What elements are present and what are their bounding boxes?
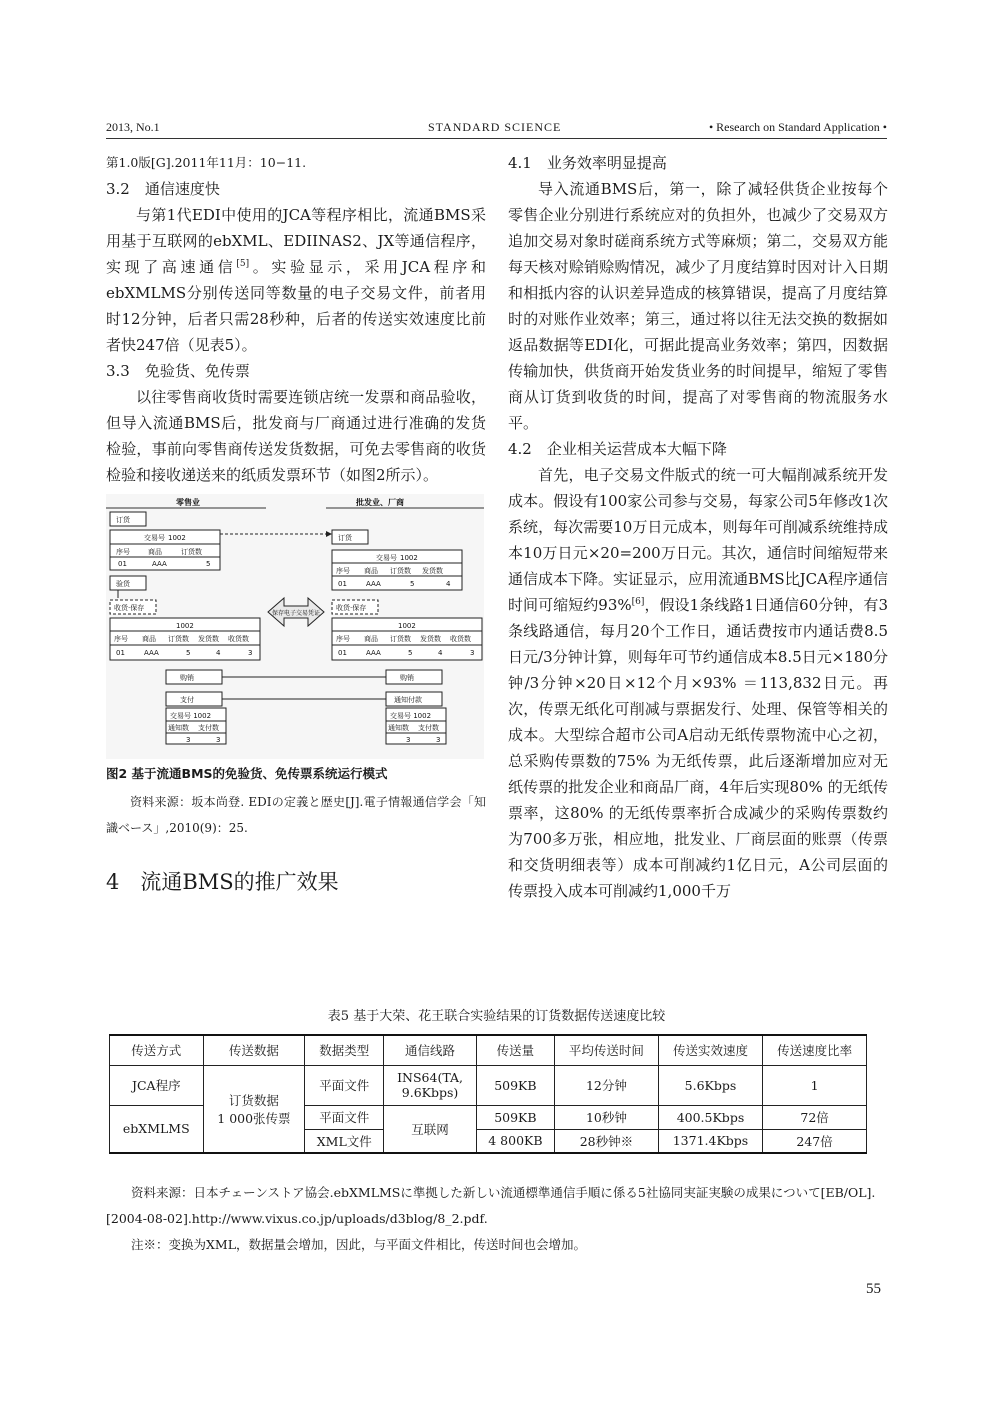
fig-r-h1-a: 序号	[336, 567, 350, 575]
fig-r-r2-e: 3	[470, 649, 475, 657]
fig-r-receive: 收货·保存	[336, 604, 367, 612]
fig-l-r2-e: 3	[248, 649, 253, 657]
section-4-2-title: 4.2 企业相关运营成本大幅下降	[508, 440, 727, 458]
fig-l-r2-a: 01	[116, 649, 125, 657]
cell-method: ebXMLMS	[110, 1105, 204, 1153]
fig-r-r2-c: 5	[408, 649, 413, 657]
section-3-2-title: 3.2 通信速度快	[106, 180, 220, 198]
fig-r-h2-d: 发货数	[420, 635, 441, 643]
cell-volume: 4 800KB	[476, 1129, 554, 1153]
fig-l-payh-b: 支付数	[198, 724, 219, 732]
fig-r-payr-b: 3	[436, 736, 441, 744]
fig-l-h1-c: 订货数	[181, 548, 202, 556]
fig-r-h2-e: 收货数	[450, 635, 471, 643]
fig-r-h1-c: 订货数	[390, 567, 411, 575]
figure-2-caption: 图2 基于流通BMS的免验货、免传票系统运行模式	[106, 766, 388, 781]
cell-speed: 400.5Kbps	[658, 1105, 762, 1129]
fig-r-notify: 通知付款	[394, 696, 422, 704]
fig-middle-label: 保存电子交易凭证	[272, 610, 321, 617]
th-volume: 传送量	[476, 1035, 554, 1065]
fig-l-payr-b: 3	[216, 736, 221, 744]
table-notes	[106, 1180, 887, 1258]
fig-r-r1-b: AAA	[366, 580, 381, 588]
cell-ratio: 247倍	[763, 1129, 867, 1153]
fig-l-h2-c: 订货数	[168, 635, 189, 643]
fig-l-receive: 收货·保存	[114, 604, 145, 612]
cell-volume: 509KB	[476, 1065, 554, 1105]
th-data: 传送数据	[203, 1035, 305, 1065]
journal-issue: 2013, No.1	[106, 120, 160, 134]
fig-l-r2-c: 5	[186, 649, 191, 657]
section-3-3-body: 以往零售商收货时需要连锁店统一发票和商品验收，但导入流通BMS后，批发商与厂商通过进行准确的发货检验，事前向零售商传送发货数据，可免去零售商的收货检验和接收递送来的纸质发票环节（如图2所示）。	[106, 388, 486, 484]
table-5-title: 表5 基于大荣、花王联合实验结果的订货数据传送速度比较	[327, 1009, 666, 1024]
th-type: 数据类型	[305, 1035, 384, 1065]
fig-left-head: 零售业	[176, 498, 200, 507]
fig-r-r2-a: 01	[338, 649, 347, 657]
cell-type: 平面文件	[305, 1065, 384, 1105]
fig-l-r1-b: AAA	[152, 560, 167, 568]
section-4-heading: 4 流通BMS的推广效果	[106, 870, 339, 894]
fig-r-order: 订货	[338, 534, 352, 542]
fig-r-r1-a: 01	[338, 580, 347, 588]
section-3-3-title: 3.3 免验货、免传票	[106, 362, 250, 380]
fig-r-h1-d: 发货数	[422, 567, 443, 575]
fig-r-r1-d: 4	[446, 580, 451, 588]
fig-l-order: 订货	[116, 516, 130, 524]
journal-name: STANDARD SCIENCE	[428, 120, 562, 134]
cell-method: JCA程序	[110, 1065, 204, 1105]
fig-r-h2-a: 序号	[336, 635, 350, 643]
fig-l-tradeno-label: 交易号	[144, 534, 165, 542]
left-column	[106, 150, 486, 897]
fig-r-h2-c: 订货数	[390, 635, 411, 643]
section-3-2-body: 与第1代EDI中使用的JCA等程序相比，流通BMS采用基于互联网的ebXML、EDIINAS2、JX等通信程序，实现了高速通信[5]。实验显示，采用JCA程序和ebXMLMS分别传送同等数量的电子交易文件，前者用时12分钟，后者只需28秒种，后者的传送实效速度比前者快247倍（见表5）。	[106, 206, 486, 354]
fig-r-h2-b: 商品	[364, 635, 378, 643]
figure-2-source: 资料来源：坂本尚登. EDIの定義と歴史[J].電子情報通信学会「知識ベース」,2010(9)：25.	[106, 795, 486, 835]
fig-l-inspect: 验货	[116, 580, 130, 588]
fig-l-r1-c: 5	[206, 560, 211, 568]
fig-l-tradeno: 1002	[168, 534, 186, 542]
reference-continuation: 第1.0版[G].2011年11月：10−11.	[106, 155, 307, 170]
cell-ratio: 72倍	[763, 1105, 867, 1129]
citation-6: [6]	[631, 597, 645, 607]
section-4-1-body: 导入流通BMS后，第一，除了减轻供货企业按每个零售企业分别进行系统应对的负担外，也减少了交易双方追加交易对象时磋商系统方式等麻烦；第二，交易双方能每天核对赊销赊购情况，减少了月度结算时因对计入日期和相抵内容的认识差异造成的核算错误，提高了月度结算时的对账作业效率；第三，通过将以往无法交换的数据如返品数据等EDI化，可据此提高业务效率；第四，因数据传输加快，供货商开始发货业务的时间提早，缩短了零售商从订货到收货的时间，提高了对零售商的物流服务水平。	[508, 180, 888, 432]
fig-l-no: 1002	[176, 622, 194, 630]
fig-r-no: 1002	[398, 622, 416, 630]
fig-r-payno: 交易号 1002	[390, 712, 432, 720]
cell-type: XML文件	[305, 1129, 384, 1153]
fig-r-payr-a: 3	[406, 736, 411, 744]
cell-time: 12分钟	[555, 1065, 659, 1105]
fig-r-h1-b: 商品	[364, 567, 378, 575]
fig-l-buy: 购销	[180, 674, 194, 682]
fig-l-h2-a: 序号	[114, 635, 128, 643]
table-5	[109, 1034, 867, 1154]
fig-l-payh-a: 通知数	[168, 724, 189, 732]
cell-ratio: 1	[763, 1065, 867, 1105]
table-header-row	[110, 1035, 867, 1065]
fig-l-pay: 支付	[180, 696, 194, 704]
fig-l-h2-d: 发货数	[198, 635, 219, 643]
table-row	[110, 1065, 867, 1105]
fig-l-r2-d: 4	[216, 649, 221, 657]
cell-data: 订货数据 1 000张传票	[203, 1065, 305, 1153]
fig-l-h2-e: 收货数	[228, 635, 249, 643]
th-speed: 传送实效速度	[658, 1035, 762, 1065]
th-line: 通信线路	[384, 1035, 477, 1065]
cell-volume: 509KB	[476, 1105, 554, 1129]
fig-r-payh-a: 通知数	[388, 724, 409, 732]
cell-time: 28秒钟※	[555, 1129, 659, 1153]
fig-r-buy: 购销	[400, 674, 414, 682]
cell-time: 10秒钟	[555, 1105, 659, 1129]
page-number: 55	[866, 1281, 881, 1297]
fig-l-h1-b: 商品	[148, 548, 162, 556]
cell-type: 平面文件	[305, 1105, 384, 1129]
right-column	[508, 150, 888, 904]
cell-line: 互联网	[384, 1105, 477, 1153]
cell-speed: 5.6Kbps	[658, 1065, 762, 1105]
fig-r-r1-c: 5	[410, 580, 415, 588]
citation-5: [5]	[236, 259, 250, 269]
th-time: 平均传送时间	[555, 1035, 659, 1065]
section-4-2-body: 首先，电子交易文件版式的统一可大幅削减系统开发成本。假设有100家公司参与交易，每家公司5年修改1次系统，每次需要10万日元成本，则每年可削减系统维持成本10万日元×20=200万日元。其次，通信时间缩短带来通信成本下降。实证显示，应用流通BMS比JCA程序通信时间可缩短约93%[6]，假设1条线路1日通信60分钟，有3条线路通信，每月20个工作日，通话费按市内通话费8.5日元/3分钟计算，则每年可节约通信成本8.5日元×180分钟/3分钟×20日×12个月×93% ＝113,832日元。再次，传票无纸化可削减与票据发行、处理、保管等相关的成本。大型综合超市公司A启动无纸传票物流中心之初，总采购传票数的75% 为无纸传票，此后逐渐增加应对无纸传票的批发企业和商品厂商，4年后实现80% 的无纸传票率，这80% 的无纸传票率折合成减少的采购传票数约为700多万张，相应地，批发业、厂商层面的账票（传票和交货明细表等）成本可削减约1亿日元，A公司层面的传票投入成本可削减约1,000千万	[508, 466, 889, 900]
fig-l-payr-a: 3	[186, 736, 191, 744]
fig-right-head: 批发业、厂商	[356, 498, 404, 507]
fig-l-r1-a: 01	[118, 560, 127, 568]
table-source: 资料来源：日本チェーンストア協会.ebXMLMSに準拠した新しい流通標準通信手順に係る5社協同実証実験の成果について[EB/OL].[2004-08-02].http://www.vixus.co.jp/uploads/d3blog/8_2.pdf.	[106, 1185, 876, 1226]
fig-r-r2-d: 4	[438, 649, 443, 657]
fig-l-h2-b: 商品	[142, 635, 156, 643]
th-method: 传送方式	[110, 1035, 204, 1065]
section-label: • Research on Standard Application •	[708, 120, 887, 134]
section-4-1-title: 4.1 业务效率明显提高	[508, 154, 667, 172]
fig-r-tradeno: 1002	[400, 554, 418, 562]
th-ratio: 传送速度比率	[763, 1035, 867, 1065]
table-footnote: 注※：变换为XML，数据量会增加，因此，与平面文件相比，传送时间也会增加。	[131, 1237, 587, 1252]
fig-r-r2-b: AAA	[366, 649, 381, 657]
cell-speed: 1371.4Kbps	[658, 1129, 762, 1153]
cell-line: INS64(TA, 9.6Kbps)	[384, 1065, 477, 1105]
fig-l-h1-a: 序号	[116, 548, 130, 556]
fig-r-tradeno-label: 交易号	[376, 554, 397, 562]
header-rule	[106, 138, 887, 139]
fig-l-r2-b: AAA	[144, 649, 159, 657]
fig-l-payno: 交易号 1002	[170, 712, 212, 720]
fig-r-payh-b: 支付数	[418, 724, 439, 732]
figure-2	[106, 494, 484, 759]
